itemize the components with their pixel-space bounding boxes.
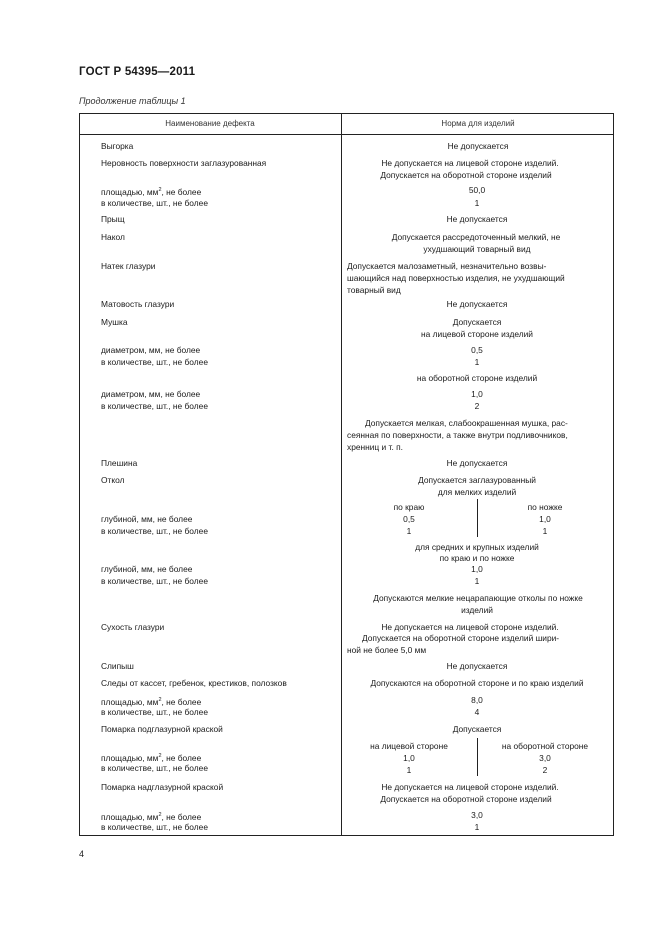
norm-subheader: по краю (393, 502, 425, 512)
defect-prysh: Прыщ (101, 214, 125, 224)
norm-prysh: Не допускается (446, 214, 508, 224)
norm-pleshina: Не допускается (446, 458, 508, 468)
column-header-norm: Норма для изделий (441, 119, 515, 128)
norm-value: 8,0 (471, 695, 483, 705)
param-diameter: диаметром, мм, не более (101, 389, 201, 399)
norm-text: на лицевой стороне изделий (421, 329, 533, 339)
norm-value: 1 (406, 765, 412, 775)
norm-text: Допускается на оборотной стороне изделий (380, 170, 552, 180)
norm-text: хренниц и т. п. (347, 442, 403, 452)
defect-pomarka-nadglazur: Помарка надглазурной краской (101, 782, 224, 792)
norm-value: 3,0 (539, 753, 551, 763)
norm-text: по краю и по ножке (439, 553, 515, 563)
table-caption: Продолжение таблицы 1 (79, 96, 186, 106)
param-count: в количестве, шт., не более (101, 822, 208, 832)
defect-vygorka: Выгорка (101, 141, 134, 151)
norm-text: сеянная по поверхности, а также внутри подливочников, (347, 430, 568, 440)
document-title: ГОСТ Р 54395—2011 (79, 66, 196, 78)
norm-text: Допускается малозаметный, незначительно возвы- (347, 261, 547, 271)
defect-sledy: Следы от кассет, гребенок, крестиков, полозков (101, 678, 287, 688)
norm-text: Допускается на оборотной стороне изделий шири- (362, 633, 560, 643)
defect-natek: Натек глазури (101, 261, 156, 271)
column-header-defect: Наименование дефекта (165, 119, 255, 128)
norm-value: 1 (474, 822, 480, 832)
norm-value: 1 (542, 526, 548, 536)
norm-text: Допускается (452, 724, 502, 734)
norm-text: для средних и крупных изделий (415, 542, 539, 552)
norm-vygorka: Не допускается (447, 141, 509, 151)
param-count: в количестве, шт., не более (101, 707, 208, 717)
defect-mushka: Мушка (101, 317, 128, 327)
norm-text: Допускается рассредоточенный мелкий, не (391, 232, 561, 242)
norm-value: 3,0 (471, 810, 483, 820)
norm-value: 1,0 (539, 514, 551, 524)
param-count: в количестве, шт., не более (101, 357, 208, 367)
defect-otkol: Откол (101, 475, 125, 485)
norm-subheader: на лицевой стороне (370, 741, 448, 751)
norm-text: Допускается на оборотной стороне изделий (380, 794, 552, 804)
norm-value: 1,0 (471, 389, 483, 399)
param-area: площадью, $мм^2$, не более (101, 752, 202, 763)
param-area: площадью, $мм^2$, не более (101, 696, 202, 707)
defect-nakol: Накол (101, 232, 125, 242)
norm-matovost: Не допускается (446, 299, 508, 309)
norm-subheader: на оборотной стороне (501, 741, 589, 751)
param-area: площадью, $мм^2$, не более (101, 186, 202, 197)
norm-text: Не допускается на лицевой стороне изделий. (381, 158, 559, 168)
page-number: 4 (79, 849, 85, 859)
split-divider (477, 499, 478, 537)
norm-text: Допускается заглазурованный (418, 475, 536, 485)
norm-text: товарный вид (347, 285, 401, 295)
norm-text: Не допускается на лицевой стороне изделий. (381, 782, 559, 792)
norm-value: 1 (474, 198, 480, 208)
header-divider (79, 134, 614, 135)
norm-value: 2 (542, 765, 548, 775)
param-count: в количестве, шт., не более (101, 401, 208, 411)
column-divider (341, 113, 342, 836)
param-count: в количестве, шт., не более (101, 576, 208, 586)
norm-text: ной не более 5,0 мм (347, 645, 427, 655)
norm-value: 50,0 (468, 185, 486, 195)
defect-slipysh: Слипыш (101, 661, 134, 671)
norm-text: изделий (461, 605, 493, 615)
norm-text: Не допускается на лицевой стороне изделий. (381, 622, 559, 632)
norm-slipysh: Не допускается (446, 661, 508, 671)
norm-text: ухудшающий товарный вид (423, 244, 531, 254)
norm-value: 1,0 (403, 753, 415, 763)
param-depth: глубиной, мм, не более (101, 564, 193, 574)
defect-matovost: Матовость глазури (101, 299, 175, 309)
norm-subheader: по ножке (527, 502, 563, 512)
norm-value: 1 (474, 357, 480, 367)
param-count: в количестве, шт., не более (101, 198, 208, 208)
defect-nerovnost: Неровность поверхности заглазурованная (101, 158, 267, 168)
param-diameter: диаметром, мм, не более (101, 345, 201, 355)
norm-value: 0,5 (471, 345, 483, 355)
param-depth: глубиной, мм, не более (101, 514, 193, 524)
norm-value: 0,5 (403, 514, 415, 524)
norm-value: 1 (406, 526, 412, 536)
norm-value: 2 (474, 401, 480, 411)
param-area: площадью, $мм^2$, не более (101, 811, 202, 822)
defect-pleshina: Плешина (101, 458, 138, 468)
norm-text: Допускается мелкая, слабоокрашенная мушка, рас- (365, 418, 568, 428)
param-count: в количестве, шт., не более (101, 763, 208, 773)
norm-value: 1 (474, 576, 480, 586)
norm-text: на оборотной стороне изделий (416, 373, 538, 383)
norm-text: Допускается (452, 317, 502, 327)
param-count: в количестве, шт., не более (101, 526, 208, 536)
norm-value: 1,0 (471, 564, 483, 574)
norm-text: Допускаются мелкие нецарапающие отколы по ножке (373, 593, 583, 603)
defect-pomarka-podglazur: Помарка подглазурной краской (101, 724, 223, 734)
norm-value: 4 (474, 707, 480, 717)
norm-text: Допускаются на оборотной стороне и по краю изделий (370, 678, 584, 688)
split-divider (477, 738, 478, 776)
norm-text: шающийся над поверхностью изделия, не ухудшающий (347, 273, 565, 283)
norm-text: для мелких изделий (437, 487, 517, 497)
defect-suhost: Сухость глазури (101, 622, 165, 632)
